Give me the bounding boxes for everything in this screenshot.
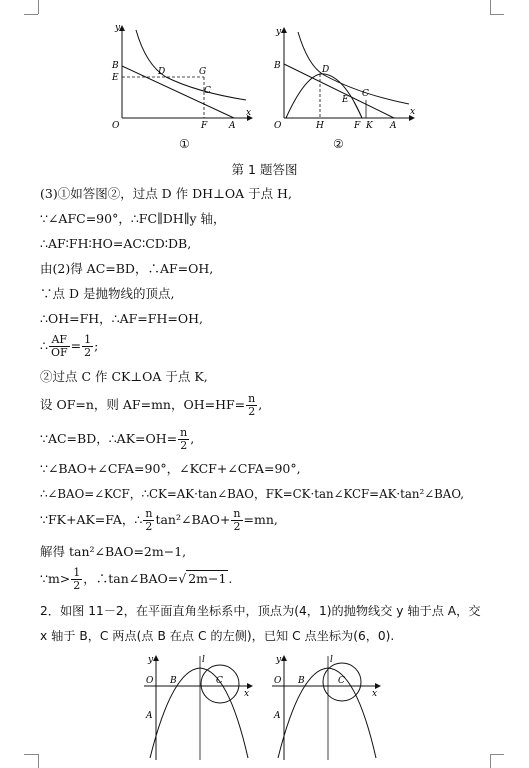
text-run: ∵m> <box>40 571 71 586</box>
fig2-label: H <box>316 121 324 130</box>
crop-mark <box>24 14 38 15</box>
fig2-label: C <box>362 89 369 99</box>
text-run: ，∴tan∠BAO= <box>83 571 179 586</box>
fig3-label: B <box>170 676 177 686</box>
text-run: . <box>228 571 233 586</box>
fraction <box>178 427 189 452</box>
figure-2 <box>264 22 419 130</box>
fig2-label: O <box>274 121 282 130</box>
fig1-label: O <box>112 121 120 130</box>
fig1-label: x <box>246 108 252 118</box>
fig4-label: B <box>298 676 305 686</box>
fig4-label: y <box>276 655 282 665</box>
fig1-label: A <box>229 121 236 130</box>
text-run: , <box>190 431 195 446</box>
text-run: ; <box>94 338 99 353</box>
text-run: ∵FK+AK=FA，∴ <box>40 512 143 527</box>
solution-line: ∴∠BAO=∠KCF，∴CK=AK·tan∠BAO，FK=CK·tan∠KCF=AK·tan²∠BAO, <box>40 487 465 501</box>
fig1-label: F <box>201 121 208 130</box>
denominator: OF <box>50 346 68 359</box>
fig4-label: A <box>274 711 281 721</box>
fig3-label: C <box>216 676 223 686</box>
denominator: 2 <box>145 520 153 533</box>
crop-mark <box>38 754 39 768</box>
crop-mark <box>490 0 491 14</box>
solution-line: ∴OH=FH，∴AF=FH=OH, <box>40 311 203 326</box>
solution-line: 解得 tan²∠BAO=2m−1, <box>40 544 187 559</box>
solution-line: ∵点 D 是抛物线的顶点, <box>40 286 175 301</box>
fraction <box>49 334 70 359</box>
figure-3 <box>140 650 255 760</box>
fig3-label: A <box>146 711 153 721</box>
fraction <box>71 567 82 592</box>
fig4-label: C <box>338 676 345 686</box>
solution-line: ∵∠AFC=90°，∴FC∥DH∥y 轴， <box>40 211 226 226</box>
fig2-label: D <box>322 65 330 75</box>
solution-line: ∵∠BAO+∠CFA=90°，∠KCF+∠CFA=90°, <box>40 461 301 476</box>
fraction <box>231 508 242 533</box>
text-run: = <box>70 338 82 353</box>
figure-1 <box>106 20 256 130</box>
numerator: n <box>233 507 241 520</box>
numerator: n <box>180 426 188 439</box>
solution-line: (3)①如答图②，过点 D 作 DH⊥OA 于点 H, <box>40 186 292 201</box>
solution-line: 由(2)得 AC=BD，∴AF=OH, <box>40 261 214 276</box>
figure-4 <box>268 650 383 760</box>
question-2-line: x 轴于 B，C 两点(点 B 在点 C 的左侧)，已知 C 点坐标为(6，0). <box>40 629 395 643</box>
denominator: 2 <box>248 405 256 418</box>
denominator: 2 <box>180 439 188 452</box>
denominator: 2 <box>233 520 241 533</box>
fig1-label: y <box>115 23 121 33</box>
crop-mark <box>38 0 39 14</box>
fraction <box>246 393 257 418</box>
text-run: =mn, <box>243 512 278 527</box>
text-run: tan²∠BAO+ <box>155 512 231 527</box>
figure-caption: 第 1 题答图 <box>231 162 298 177</box>
crop-mark <box>490 754 491 768</box>
numerator: AF <box>49 334 70 347</box>
solution-line: ②过点 C 作 CK⊥OA 于点 K, <box>40 369 208 384</box>
denominator: 2 <box>73 579 81 592</box>
solution-line-fraction <box>40 426 194 452</box>
fig1-label: G <box>199 67 207 77</box>
fig1-label: D <box>158 67 166 77</box>
fig2-label: K <box>366 121 373 130</box>
fig3-label: O <box>146 676 154 686</box>
fig4-label: O <box>274 676 282 686</box>
fraction <box>143 508 154 533</box>
numerator: 1 <box>73 566 81 579</box>
figure-1-number: ① <box>179 137 190 151</box>
fig4-label: l <box>330 655 333 665</box>
denominator: 2 <box>84 346 92 359</box>
fig3-label: l <box>202 655 205 665</box>
crop-mark <box>24 754 38 755</box>
numerator: n <box>248 392 256 405</box>
radicand: 2m−1 <box>188 571 227 586</box>
text-run: ∵AC=BD，∴AK=OH= <box>40 431 178 446</box>
text-run: , <box>258 397 263 412</box>
solution-line-fraction <box>40 333 98 359</box>
fig2-label: y <box>276 27 282 37</box>
solution-line: ∴AF∶FH∶HO=AC∶CD∶DB, <box>40 236 192 251</box>
crop-mark <box>490 14 504 15</box>
fig2-label: A <box>390 121 397 130</box>
fig3-label: x <box>244 689 250 699</box>
solution-line-fraction <box>40 392 262 418</box>
solution-line-fraction <box>40 566 232 592</box>
fig1-label: B <box>112 61 119 71</box>
numerator: 1 <box>84 333 92 346</box>
figure-2-number: ② <box>333 137 344 151</box>
fig2-label: B <box>274 61 281 71</box>
text-run: 设 OF=n，则 AF=mn，OH=HF= <box>40 397 246 412</box>
fig3-label: y <box>148 655 154 665</box>
crop-mark <box>490 754 504 755</box>
solution-line-fraction <box>40 507 278 533</box>
sqrt-sign: √ <box>178 571 187 586</box>
question-2-line: 2．如图 11－2，在平面直角坐标系中，顶点为(4，1)的抛物线交 y 轴于点 A，交 <box>40 604 481 618</box>
fraction <box>82 334 93 359</box>
fig2-label: F <box>354 121 361 130</box>
numerator: n <box>145 507 153 520</box>
fig2-label: E <box>342 95 349 105</box>
fig2-label: x <box>410 107 416 117</box>
fig4-label: x <box>372 689 378 699</box>
text-run: ∴ <box>40 338 48 353</box>
fig1-label: E <box>112 73 119 83</box>
fig1-label: C <box>204 86 211 96</box>
